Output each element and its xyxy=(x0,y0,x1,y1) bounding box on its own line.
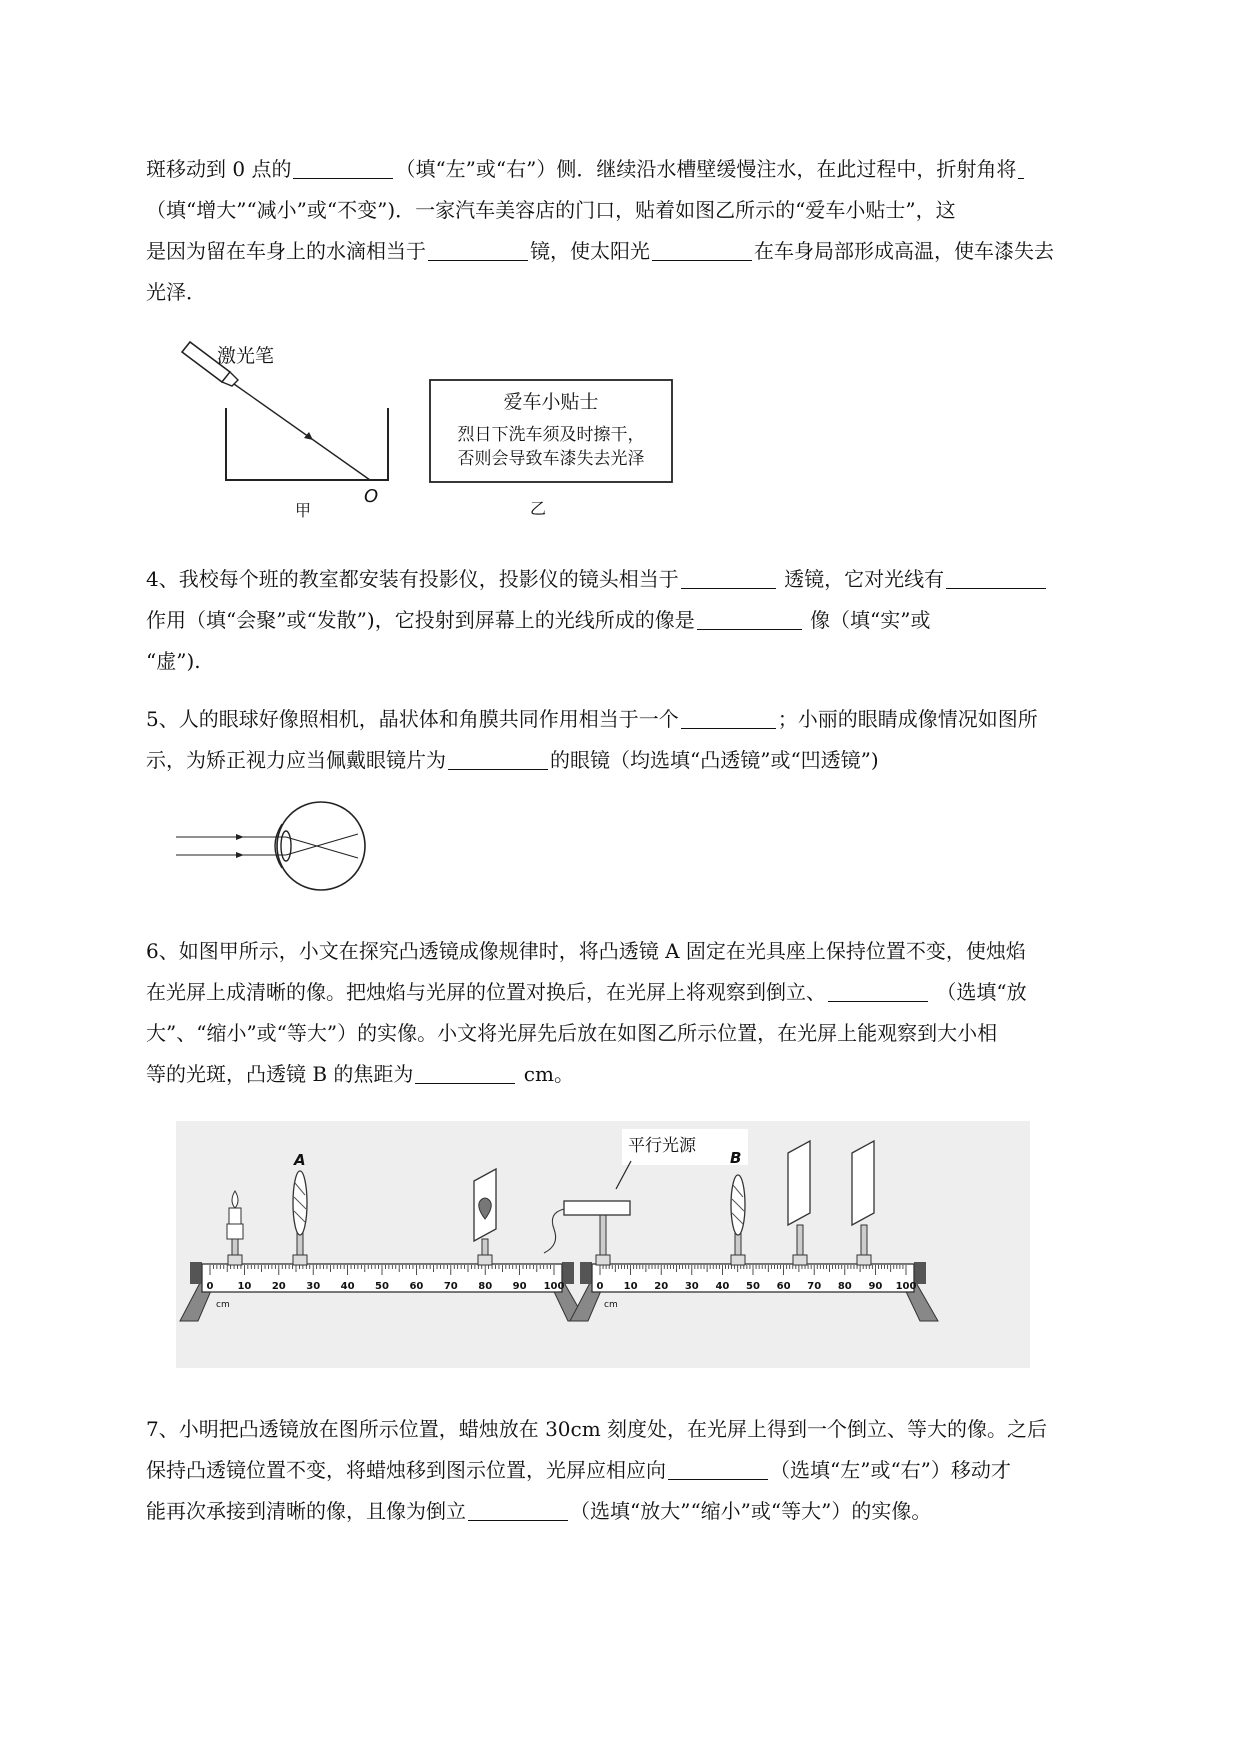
q3-figure xyxy=(170,338,690,518)
parallel-light-source-label: 平行光源 xyxy=(628,1136,696,1156)
q5-line-2 xyxy=(146,740,1146,781)
answer-blank[interactable] xyxy=(293,156,393,179)
answer-blank[interactable] xyxy=(1018,156,1024,179)
answer-blank[interactable] xyxy=(681,566,776,589)
ruler-tick-label: 70 xyxy=(443,1281,458,1292)
q6-line-3: 大”、“缩小”或“等大”）的实像。小文将光屏先后放在如图乙所示位置，在光屏上能观察到大小相 xyxy=(146,1021,998,1045)
ruler-tick-label: 10 xyxy=(623,1281,638,1292)
answer-blank[interactable] xyxy=(468,1498,568,1521)
ruler-tick-label: 20 xyxy=(271,1281,286,1292)
q7-text-3b: （选填“放大”“缩小”或“等大”）的实像。 xyxy=(570,1499,932,1523)
ruler-tick-label: 100 xyxy=(895,1281,917,1292)
q6-line-4 xyxy=(146,1054,1146,1095)
q3-text-3c: 在车身局部形成高温，使车漆失去 xyxy=(754,239,1054,263)
q6-text-4b: cm。 xyxy=(517,1062,574,1086)
optical-bench-figure xyxy=(176,1121,1030,1368)
q3-text-1a: 斑移动到 0 点的 xyxy=(146,157,292,181)
answer-blank[interactable] xyxy=(681,706,776,729)
q5-text-1b: ；小丽的眼睛成像情况如图所 xyxy=(777,707,1038,731)
tip-line-2: 否则会导致车漆失去光泽 xyxy=(457,449,645,469)
figure-label-jia: 甲 xyxy=(295,501,312,518)
question-6-text xyxy=(146,931,1146,1095)
q6-text-2b: （选填“放 xyxy=(930,980,1027,1004)
q5-line-1 xyxy=(146,699,1146,740)
answer-blank[interactable] xyxy=(697,607,802,630)
ray-arrow-icon xyxy=(236,834,244,840)
q4-text-2a: 作用（填“会聚”或“发散”)，它投射到屏幕上的光线所成的像是 xyxy=(146,608,695,632)
q6-text-4a: 等的光斑，凸透镜 B 的焦距为 xyxy=(146,1062,414,1086)
ruler-tick-label: 50 xyxy=(746,1281,760,1292)
q3-line-3 xyxy=(146,231,1146,272)
q5-text-2b: 的眼镜（均选填“凸透镜”或“凹透镜”) xyxy=(550,748,879,772)
q3-line-4: 光泽． xyxy=(146,280,206,304)
q7-text-2b: （选填“左”或“右”）移动才 xyxy=(770,1458,1011,1482)
q4-line-3: “虚”). xyxy=(146,649,201,673)
answer-blank[interactable] xyxy=(828,979,928,1002)
question-4-text xyxy=(146,559,1146,682)
tip-line-1: 烈日下洗车须及时擦干， xyxy=(457,425,645,445)
q7-line-3 xyxy=(146,1491,1146,1532)
laser-label: 激光笔 xyxy=(217,345,275,367)
ruler-tick-label: 0 xyxy=(206,1281,214,1292)
ruler-tick-label: 30 xyxy=(306,1281,321,1292)
q4-line-1 xyxy=(146,559,1146,600)
bench-end-cap xyxy=(580,1262,592,1284)
q3-text-3b: 镜，使太阳光 xyxy=(530,239,650,263)
ruler-tick-label: 90 xyxy=(512,1281,527,1292)
bench-end-cap xyxy=(190,1262,202,1284)
ruler-tick-label: 60 xyxy=(776,1281,791,1292)
answer-blank[interactable] xyxy=(946,566,1046,589)
laser-ray xyxy=(234,384,370,480)
unit-label: cm xyxy=(216,1300,230,1310)
question-5-text xyxy=(146,699,1146,781)
tip-title: 爱车小贴士 xyxy=(503,391,599,413)
ruler-tick-label: 80 xyxy=(478,1281,493,1292)
ray-arrow-icon xyxy=(236,852,244,858)
q4-text-1b: 透镜，它对光线有 xyxy=(777,567,945,591)
q5-text-1a: 5、人的眼球好像照相机，晶状体和角膜共同作用相当于一个 xyxy=(146,707,679,731)
answer-blank[interactable] xyxy=(428,238,528,261)
answer-blank[interactable] xyxy=(448,747,548,770)
lens-b-label: B xyxy=(730,1149,742,1167)
q4-text-1a: 4、我校每个班的教室都安装有投影仪，投影仪的镜头相当于 xyxy=(146,567,679,591)
ruler-tick-label: 50 xyxy=(375,1281,389,1292)
answer-blank[interactable] xyxy=(415,1061,515,1084)
q3-line-2: （填“增大”“减小”或“不变”)．一家汽车美容店的门口，贴着如图乙所示的“爱车小贴士”，这 xyxy=(146,198,956,222)
eye-diagram xyxy=(176,790,376,900)
ruler-tick-label: 40 xyxy=(715,1281,730,1292)
q3-text-1b: （填“左”或“右”）侧．继续沿水槽壁缓慢注水，在此过程中，折射角将 xyxy=(395,157,1017,181)
q6-line-1: 6、如图甲所示，小文在探究凸透镜成像规律时，将凸透镜 A 固定在光具座上保持位置不变，使烛焰 xyxy=(146,939,1026,963)
q6-text-2a: 在光屏上成清晰的像。把烛焰与光屏的位置对换后，在光屏上将观察到倒立、 xyxy=(146,980,826,1004)
ruler-tick-label: 30 xyxy=(684,1281,699,1292)
q7-text-2a: 保持凸透镜位置不变，将蜡烛移到图示位置，光屏应相应向 xyxy=(146,1458,666,1482)
point-o-label: O xyxy=(364,486,379,507)
lens-a-label: A xyxy=(294,1151,306,1169)
ruler-tick-label: 100 xyxy=(543,1281,565,1292)
unit-label: cm xyxy=(604,1300,618,1310)
ray-arrow-icon xyxy=(304,432,313,440)
ruler-tick-label: 10 xyxy=(237,1281,252,1292)
q7-line-2 xyxy=(146,1450,1146,1491)
ruler-tick-label: 0 xyxy=(596,1281,604,1292)
question-3-text xyxy=(146,149,1146,313)
q7-text-3a: 能再次承接到清晰的像，且像为倒立 xyxy=(146,1499,466,1523)
ruler-tick-label: 90 xyxy=(868,1281,883,1292)
ruler-tick-label: 70 xyxy=(807,1281,822,1292)
q3-text-3a: 是因为留在车身上的水滴相当于 xyxy=(146,239,426,263)
ruler-tick-label: 80 xyxy=(837,1281,852,1292)
figure-label-yi: 乙 xyxy=(530,499,547,518)
q6-line-2 xyxy=(146,972,1146,1013)
ruler-tick-label: 60 xyxy=(409,1281,424,1292)
q4-line-2 xyxy=(146,600,1146,641)
ruler-tick-label: 40 xyxy=(340,1281,355,1292)
question-7-text xyxy=(146,1409,1146,1532)
car-tip-box xyxy=(430,380,672,482)
water-tank xyxy=(226,408,388,480)
ruler-tick-label: 20 xyxy=(654,1281,669,1292)
q5-text-2a: 示，为矫正视力应当佩戴眼镜片为 xyxy=(146,748,446,772)
q4-text-2b: 像（填“实”或 xyxy=(803,608,931,632)
q7-line-1: 7、小明把凸透镜放在图所示位置，蜡烛放在 30cm 刻度处，在光屏上得到一个倒立、等大的像。之后 xyxy=(146,1417,1048,1441)
answer-blank[interactable] xyxy=(652,238,752,261)
q3-line-1 xyxy=(146,149,1146,190)
crystalline-lens-icon xyxy=(281,831,291,861)
answer-blank[interactable] xyxy=(668,1457,768,1480)
